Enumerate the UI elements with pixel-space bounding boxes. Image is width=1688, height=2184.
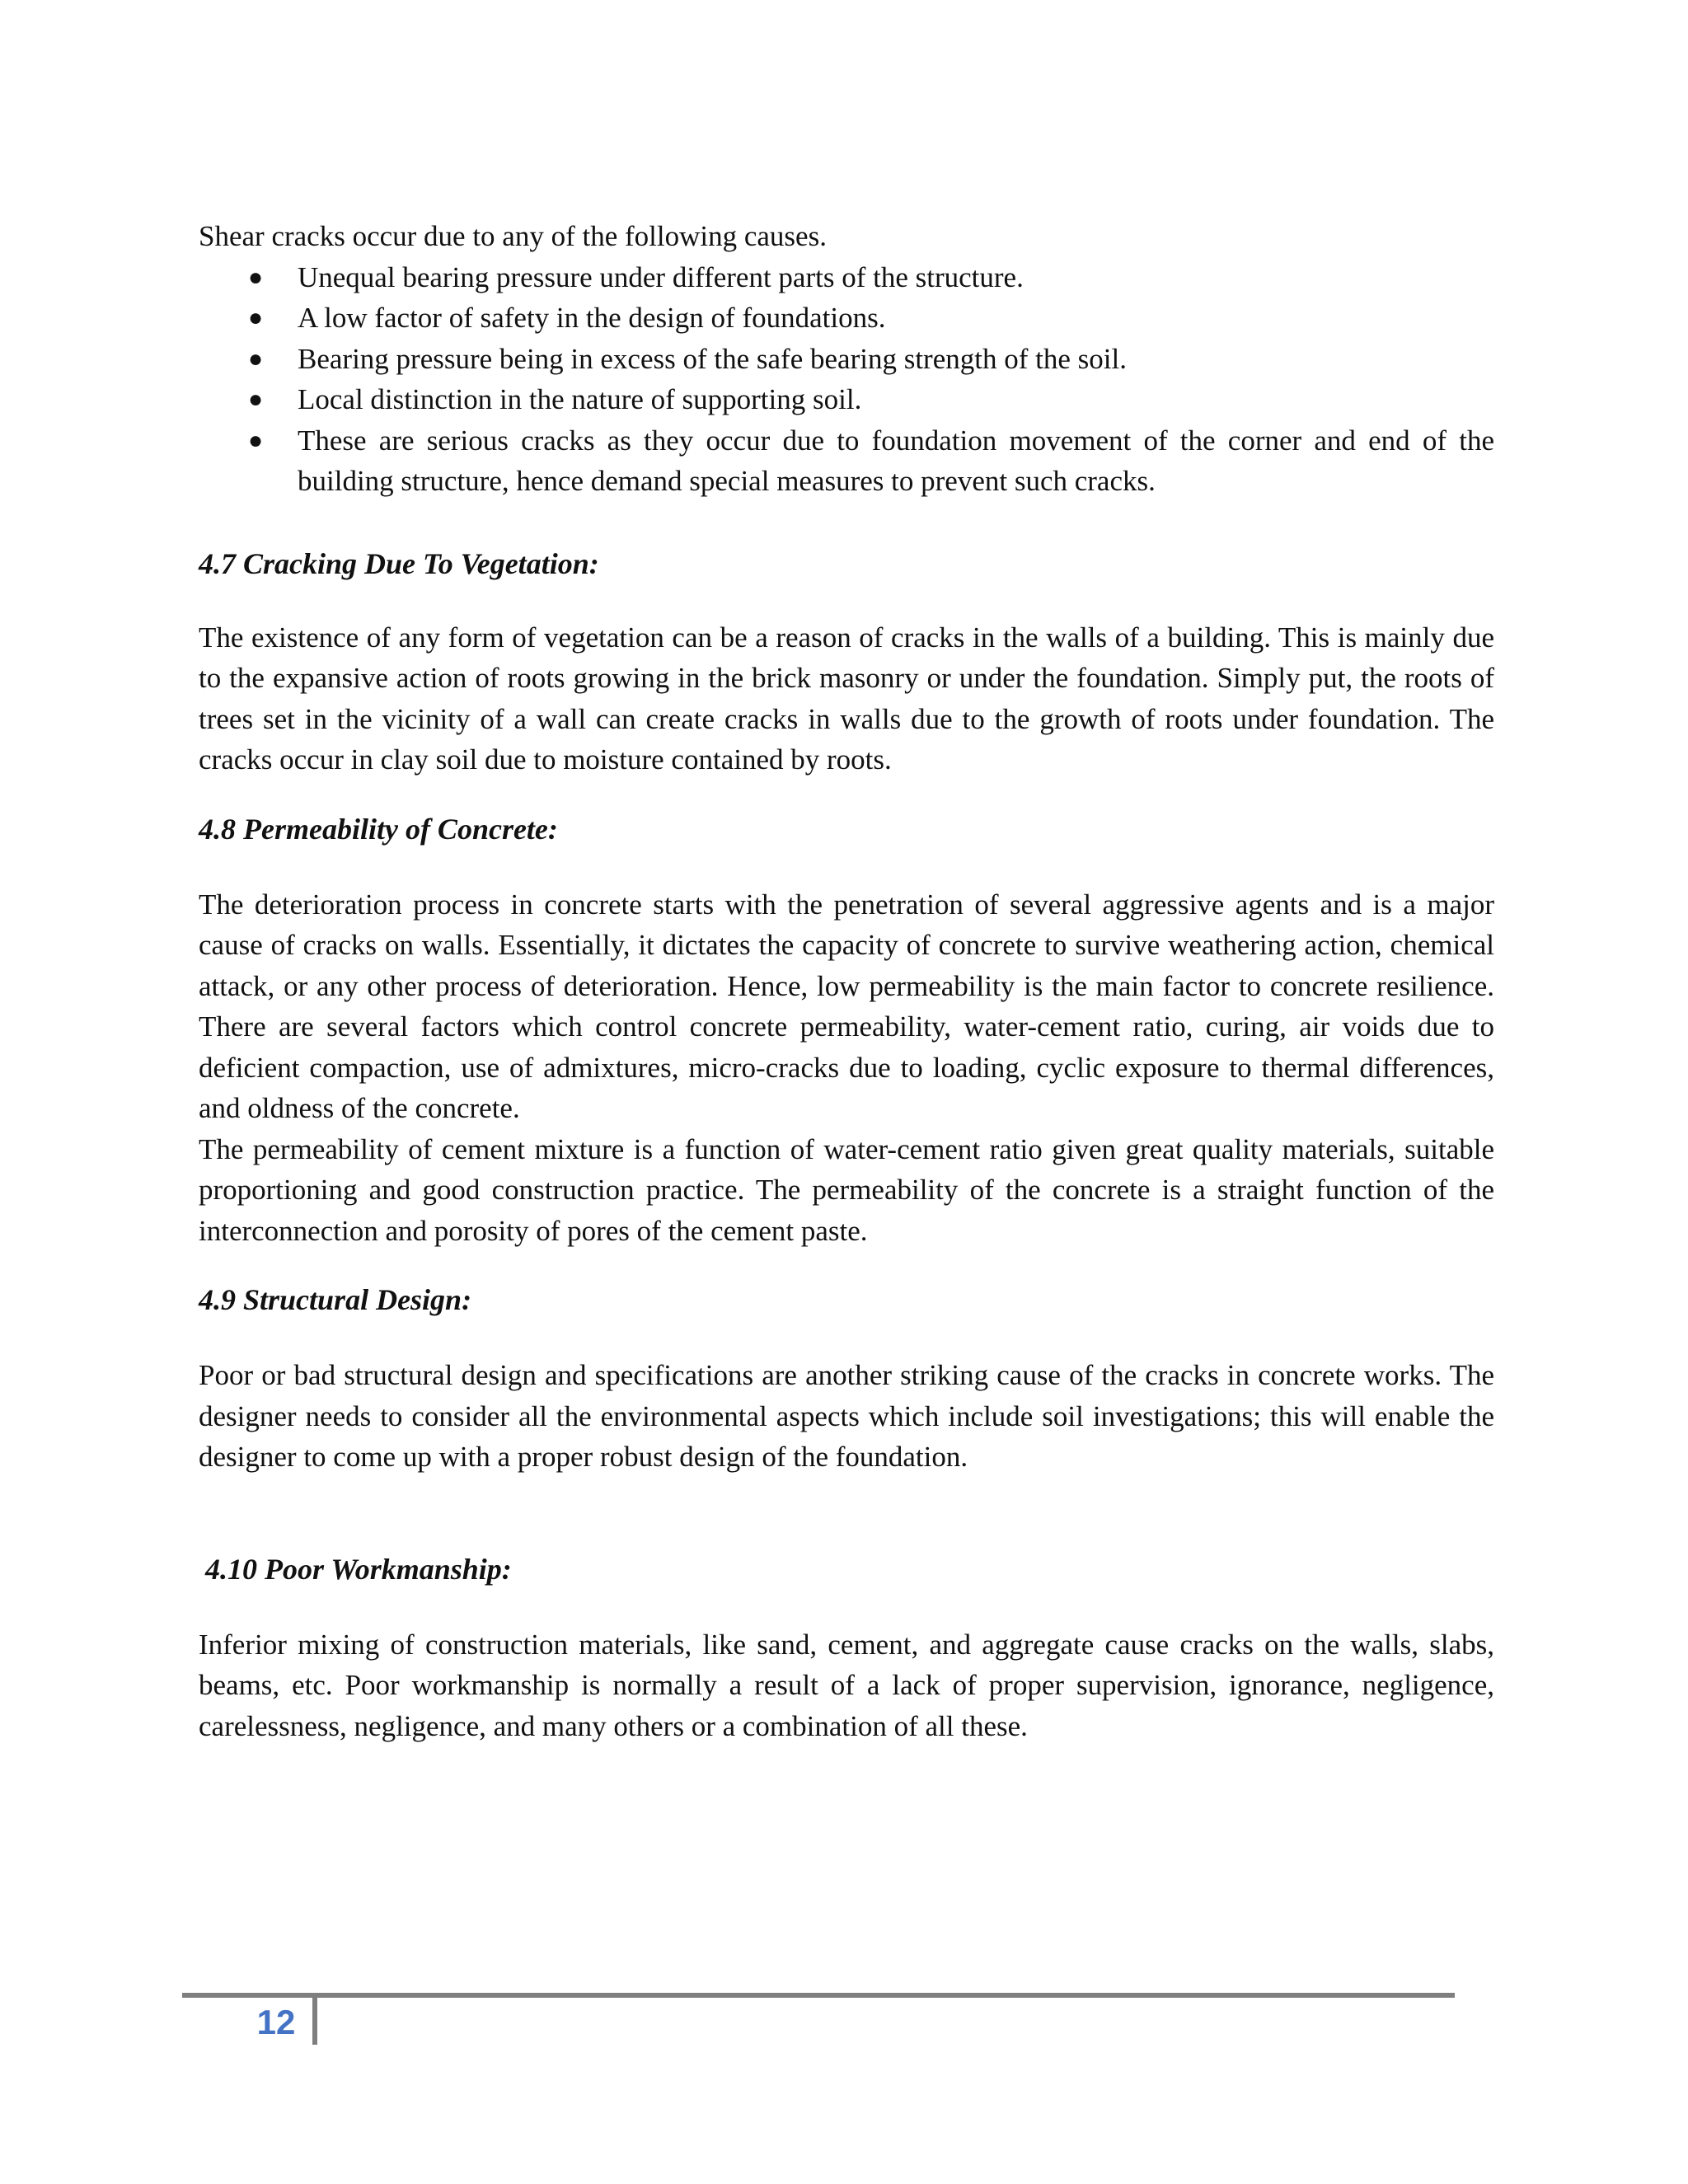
section-paragraph: The deterioration process in concrete starts with the penetration of several aggressive agents and is a major cause of cracks on walls. Essentially, it dictates the capacity of concrete to survive weathering action, chemical attack, or any other process of deterioration. Hence, low permeability is the main factor to concrete resilience. There are several factors which control concrete permeability, water-cement ratio, curing, air voids due to deficient compaction, use of admixtures, micro-cracks due to loading, cyclic exposure to thermal differences, and oldness of the concrete. <box>199 888 1494 1124</box>
page-number: 12 <box>256 2003 296 2041</box>
bullet-icon: ● <box>248 386 264 413</box>
section-paragraph: Inferior mixing of construction materials, like sand, cement, and aggregate cause cracks on the walls, slabs, beams, etc. Poor workmanship is normally a result of a lack of proper supervision, ignorance, negligence, carelessness, negligence, and many others or a combination of all these. <box>199 1628 1494 1742</box>
section-heading-poor-workmanship: 4.10 Poor Workmanship: <box>205 1552 512 1586</box>
list-item-text: Unequal bearing pressure under different parts of the structure. <box>298 260 1024 293</box>
bullet-icon: ● <box>248 344 264 373</box>
list-item <box>248 257 1494 298</box>
list-item <box>248 379 1494 420</box>
list-item-text: These are serious cracks as they occur due to foundation movement of the corner and end of the building structure, hence demand special measures to prevent such cracks. <box>298 424 1494 497</box>
list-item-text: Bearing pressure being in excess of the safe bearing strength of the soil. <box>298 342 1127 375</box>
list-item <box>248 420 1494 502</box>
section-heading-permeability: 4.8 Permeability of Concrete: <box>199 812 558 846</box>
section-paragraph: Poor or bad structural design and specifications are another striking cause of the cracks in concrete works. The designer needs to consider all the environmental aspects which include soil investigations; this will enable the designer to come up with a proper robust design of the foundation. <box>199 1359 1494 1473</box>
document-page <box>199 216 1494 1746</box>
section-heading-vegetation: 4.7 Cracking Due To Vegetation: <box>199 546 599 580</box>
bullet-icon: ● <box>248 263 264 291</box>
bullet-icon: ● <box>248 304 264 331</box>
section-heading-structural-design: 4.9 Structural Design: <box>199 1283 472 1316</box>
footer-divider <box>312 1995 317 2045</box>
list-item <box>248 298 1494 339</box>
section-paragraph: The existence of any form of vegetation can be a reason of cracks in the walls of a building. This is mainly due to the expansive action of roots growing in the brick masonry or under the foundation. Simply put, the roots of trees set in the vicinity of a wall can create cracks in walls due to the growth of roots under foundation. The cracks occur in clay soil due to moisture contained by roots. <box>199 621 1494 776</box>
footer-rule <box>182 1993 1455 1998</box>
shear-cracks-intro: Shear cracks occur due to any of the following causes. <box>199 220 827 252</box>
section-paragraph: The permeability of cement mixture is a function of water-cement ratio given great quality materials, suitable proportioning and good construction practice. The permeability of the concrete is a straight function of the interconnection and porosity of pores of the cement paste. <box>199 1132 1494 1247</box>
shear-cracks-causes-list <box>199 257 1494 502</box>
list-item-text: Local distinction in the nature of supporting soil. <box>298 383 862 415</box>
list-item <box>248 339 1494 380</box>
bullet-icon: ● <box>248 426 264 454</box>
list-item-text: A low factor of safety in the design of foundations. <box>298 302 886 334</box>
